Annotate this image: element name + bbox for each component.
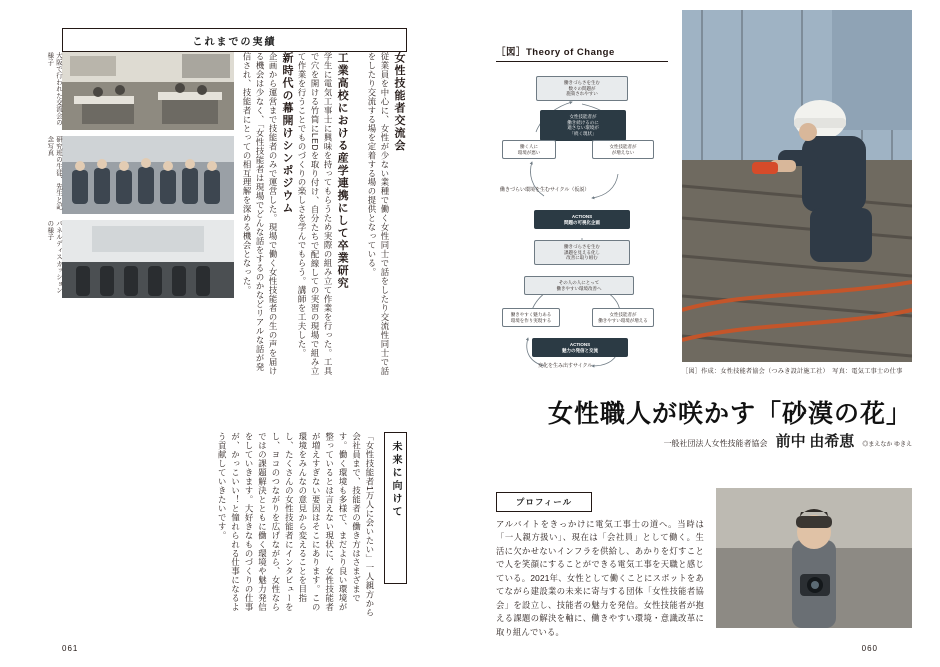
photo-caption-1: 大阪で行われた交流会の様子 xyxy=(46,52,62,126)
photo-exchange-meeting xyxy=(62,52,234,130)
toc-diagram xyxy=(496,70,668,370)
photo-profile-portrait xyxy=(716,488,912,628)
figure-credit: ［図］作成：女性技能者協会（つみき設計施工社） 写真：電気工事士の仕事 xyxy=(682,368,903,375)
achievement-heading-1: 女性技能者交流会 xyxy=(393,52,405,152)
toc-node-5: その人の人にとって 働きやすい環境改善へ xyxy=(524,276,634,295)
toc-node-1: 働きづらさを生む 数々の問題が 施策されやすい xyxy=(536,76,628,101)
toc-node-7: 働きやすく魅力ある 環境を作り実現する xyxy=(502,308,560,327)
byline-org: 一般社団法人女性技能者協会 xyxy=(663,439,768,448)
photo-caption-2: 研究班の生徒、先生と記念写真 xyxy=(46,136,62,210)
toc-cycle2-caption: 変化を生み出すサイクル xyxy=(538,363,593,369)
article-headline: 女性職人が咲かす「砂漠の花」 xyxy=(547,401,912,428)
profile-body: アルバイトをきっかけに電気工事士の道へ。当時は「一人親方扱い」、現在は「会社員」として働く。生活に欠かせないインフラを供給し、あかりを灯すことで人を笑顔にすることができる電気工事を天職と感じている。2021年、女性として働くことにスポットをあてながら建設業の未来に寄与する団体「女性技能者協会」を設立し、技能者の魅力を発信。女性技能者が抱える課題の解決を軸に、働きやすい環境・意識改革に取り組んでいる。 xyxy=(496,519,704,637)
toc-cycle1-caption: 働きづらい環境を生むサイクル（仮説） xyxy=(500,187,590,193)
future-label: 未来に向けて xyxy=(384,432,407,584)
toc-node-6: 働きづらさを生む 課題を見える化し 改善に取り組む xyxy=(534,240,630,265)
photo-electrician-at-work xyxy=(682,10,912,362)
future-body: 「女性技能者1万人に会いたい」一人親方から会社員まで、技能者の働き方はさまざまです。働く環境も多様で、まだより良い環境が整っているとは言えない現状に、女性技能者が増えすぎない要因はそこにあります。この環境をみんなの意見から変えることを目指し、たくさんの女性技能者にインタビューをし、ヨコのつながりを広げながら、女性ならではの課題解決とともに働く環境や魅力発信をしていきます。大好きなものづくりの仕事が、かっこいい！と憧れられる仕事になるよう貢献していきたいです。 xyxy=(217,432,375,618)
toc-node-4: 女性技能者が が増えない xyxy=(592,140,654,159)
photo-caption-3: パネルディスカッションの様子 xyxy=(46,220,62,294)
photo-panel-discussion xyxy=(62,220,234,298)
achievement-body-2: 学生に電気工事士に興味を持ってもらうため実際の組み立て作業を行った。工具で穴を開ける竹筒にLEDを取り付け、自分たちで配線しての実習の現場で組み立て作業を行うことでものづくりの楽しさを学んでもらう。講師を工夫した。 xyxy=(297,52,334,376)
photo-item-2 xyxy=(46,136,234,214)
figure-label: ［図］Theory of Change xyxy=(496,44,668,62)
achievement-body-1: 従業員を中心に、女性が少ない業種で働く女性同士で話をしたり交流性同士で話をしたり交流する場を定着する場の提供となっている。 xyxy=(366,52,390,376)
achievement-heading-3: 新時代の幕開けシンポジウム xyxy=(281,52,294,215)
left-section-header xyxy=(62,28,407,52)
achievement-heading-2: 工業高校における産学連携にして卒業研究 xyxy=(336,52,349,290)
byline-kana: ◎まえなか ゆきえ xyxy=(862,442,912,448)
byline-name: 前中 由希恵 xyxy=(775,434,855,450)
photo-item-1 xyxy=(46,52,234,130)
future-section xyxy=(62,432,407,622)
toc-node-2: 女性技能者が 働き続けるのに 適さない環境が 「続く現状」 xyxy=(540,110,626,141)
achievement-body-3: 企画から運営まで技能者のみで運営した。現場で働く女性技能者の生の声を届ける機会は少なく、「女性技能者は現場でどんな話をするのかなどリアルな話が発信され、技能者にとっての相互理解を深める機会となった。 xyxy=(242,52,279,376)
toc-node-3: 働く人に 環境が悪い xyxy=(502,140,556,159)
page-gutter xyxy=(470,0,471,667)
theory-of-change-figure xyxy=(496,44,668,374)
profile-label: プロフィール xyxy=(496,492,592,512)
right-page xyxy=(470,0,940,667)
photo-item-3 xyxy=(46,220,234,298)
achievement-photo-column xyxy=(46,52,234,382)
section-title: これまでの実績 xyxy=(62,28,407,52)
photo-research-group xyxy=(62,136,234,214)
toc-action-1: ACTIONS 問題の可視化企画 xyxy=(534,210,630,229)
folio-right: 060 xyxy=(861,644,878,653)
achievements-area xyxy=(46,52,407,382)
toc-node-8: 女性技能者が 働きやすい環境が増える xyxy=(592,308,654,327)
folio-left: 061 xyxy=(62,644,79,653)
byline xyxy=(512,430,912,451)
toc-action-2: ACTIONS 魅力の発信と交流 xyxy=(532,338,628,357)
